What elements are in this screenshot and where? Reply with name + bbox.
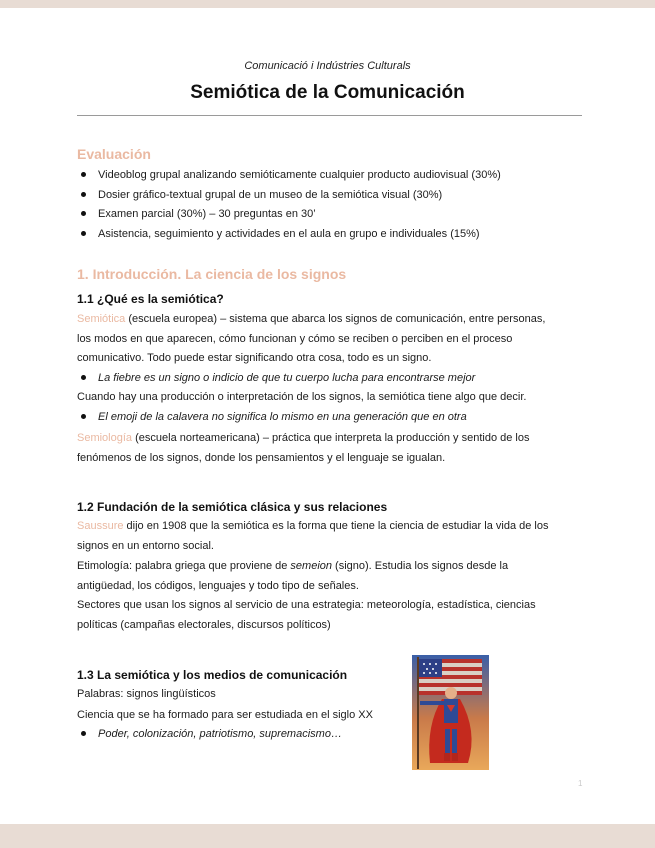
paragraph-line: Saussure dijo en 1908 que la semiótica es la forma que tiene la ciencia de estudiar la vida de los: [77, 520, 549, 532]
paragraph-line: Semiótica (escuela europea) – sistema que abarca los signos de comunicación, entre personas,: [77, 313, 546, 325]
bullet-dot: [81, 414, 86, 419]
paragraph-line: Sectores que usan los signos al servicio de una estrategia: meteorología, estadística, ciencias: [77, 599, 536, 611]
subsection-heading-1-2: 1.2 Fundación de la semiótica clásica y sus relaciones: [77, 500, 388, 514]
term-semiotica: Semiótica: [77, 313, 126, 325]
top-band: [0, 0, 655, 8]
paragraph-line: Etimología: palabra griega que proviene de semeion (signo). Estudia los signos desde la: [77, 560, 509, 572]
title-divider: [77, 115, 582, 116]
section-heading: 1. Introducción. La ciencia de los signos: [77, 266, 347, 282]
evaluacion-item: Asistencia, seguimiento y actividades en el aula en grupo e individuales (15%): [81, 228, 480, 240]
paragraph-line: signos en un entorno social.: [77, 540, 214, 552]
superhero-flag-illustration: [412, 655, 489, 770]
paragraph-line: los modos en que aparecen, cómo funcionan y cómo se reciben o perciben en el proceso: [77, 333, 513, 345]
term-saussure: Saussure: [77, 520, 124, 532]
paragraph-line: comunicativo. Todo puede estar significando otra cosa, todo es un signo.: [77, 352, 432, 364]
subsection-heading-1-1: 1.1 ¿Qué es la semiótica?: [77, 292, 224, 306]
paragraph-line: Cuando hay una producción o interpretación de los signos, la semiótica tiene algo que decir.: [77, 391, 527, 403]
evaluacion-item: Videoblog grupal analizando semióticamente cualquier producto audiovisual (30%): [81, 169, 501, 181]
example-bullet: El emoji de la calavera no significa lo mismo en una generación que en otra: [81, 411, 467, 423]
paragraph-line: Semiología (escuela norteamericana) – práctica que interpreta la producción y sentido de los: [77, 432, 530, 444]
bullet-dot: [81, 192, 86, 197]
term-semiologia: Semiología: [77, 432, 133, 444]
bullet-dot: [81, 731, 86, 736]
paragraph-line: antigüedad, los códigos, lenguajes y todo tipo de señales.: [77, 580, 359, 592]
bottom-band: [0, 824, 655, 848]
bullet-dot: [81, 375, 86, 380]
bullet-dot: [81, 211, 86, 216]
paragraph-line: fenómenos de los signos, donde los pensamientos y el lenguaje se igualan.: [77, 452, 446, 464]
paragraph-line: Palabras: signos lingüísticos: [77, 688, 216, 700]
example-bullet: Poder, colonización, patriotismo, supremacismo…: [81, 728, 342, 740]
page-number: 1: [578, 779, 583, 788]
paragraph-line: Ciencia que se ha formado para ser estudiada en el siglo XX: [77, 709, 373, 721]
illustration-graphic: [412, 655, 489, 770]
example-bullet: La fiebre es un signo o indicio de que tu cuerpo lucha para encontrarse mejor: [81, 372, 475, 384]
course-subtitle: Comunicació i Indústries Culturals: [244, 60, 411, 72]
bullet-dot: [81, 172, 86, 177]
paragraph-line: políticas (campañas electorales, discursos políticos): [77, 619, 331, 631]
evaluacion-heading: Evaluación: [77, 146, 151, 162]
evaluacion-item: Dosier gráfico-textual grupal de un museo de la semiótica visual (30%): [81, 189, 442, 201]
subsection-heading-1-3: 1.3 La semiótica y los medios de comunicación: [77, 668, 348, 682]
bullet-dot: [81, 231, 86, 236]
document-title: Semiótica de la Comunicación: [190, 82, 465, 103]
evaluacion-item: Examen parcial (30%) – 30 preguntas en 30’: [81, 208, 316, 220]
